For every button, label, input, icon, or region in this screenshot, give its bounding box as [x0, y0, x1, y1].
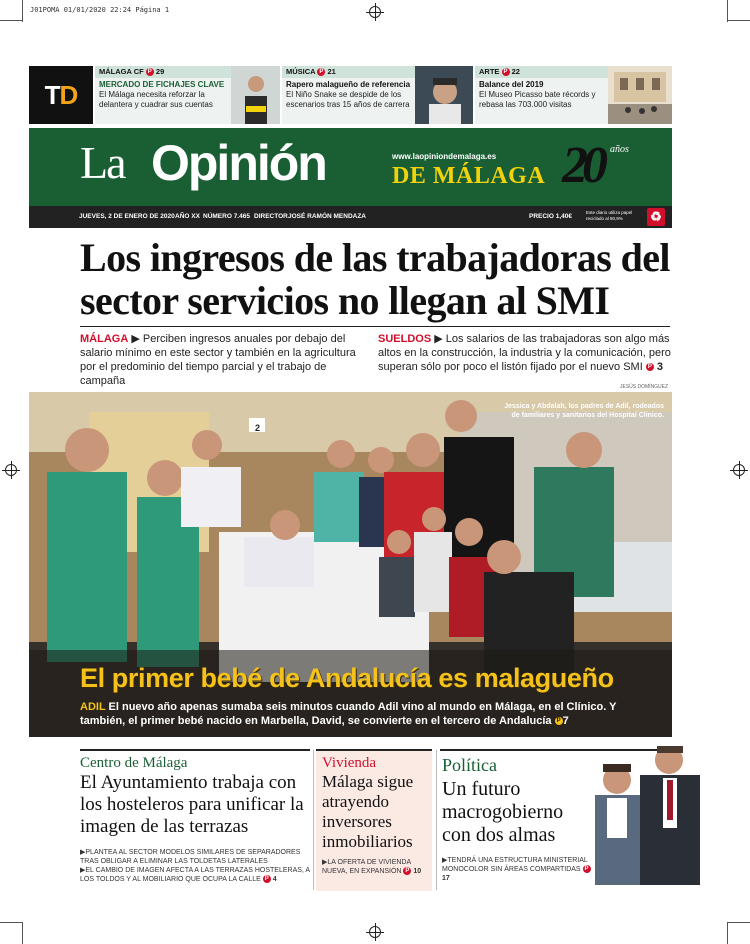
- director-label: DIRECTOR: [254, 213, 288, 220]
- date-bar: [29, 206, 672, 228]
- col1-headline[interactable]: El Ayuntamiento trabaja con los hosteleros para unificar la imagen de las terrazas: [80, 772, 304, 837]
- room-number: 2: [255, 423, 261, 433]
- teaser-title: Balance del 2019: [479, 80, 544, 89]
- issue-date: JUEVES, 2 DE ENERO DE 2020: [79, 213, 175, 220]
- page-icon: P: [584, 866, 589, 873]
- teaser-body: El Museo Picasso bate récords y rebasa las 703.000 visitas: [479, 90, 596, 109]
- photo-caption: Jessica y Abdalah, los padres de Adil, rodeados de familiares y sanitarios del Hospital Clínico.: [504, 403, 664, 419]
- col3-headline[interactable]: Un futuro macrogobierno con dos almas: [442, 778, 564, 846]
- anniversary-logo: 20 años: [562, 137, 629, 194]
- page-icon: P: [405, 868, 410, 875]
- teaser-body: El Málaga necesita reforzar la delantera y cuadrar sus cuentas: [99, 90, 213, 109]
- registration-mark-left: [5, 464, 17, 476]
- page-icon: P: [503, 69, 508, 76]
- photo-credit: JESÚS DOMÍNGUEZ: [620, 384, 669, 390]
- lead-sub-right: SUELDOS ▶ Los salarios de las trabajadoras son algo más altos en la construcción, la industria y la comunicación, pero superan sólo por poco el listón fijado por el nuevo SMI P 3: [378, 333, 671, 373]
- teaser-category: MÚSICA P 21: [282, 66, 415, 78]
- lead-headline[interactable]: Los ingresos de las trabajadoras del sector servicios no llegan al SMI: [80, 235, 670, 323]
- logo-la: La: [80, 137, 125, 188]
- col1-section: Centro de Málaga: [80, 755, 188, 771]
- photo-text: ADIL El nuevo año apenas sumaba seis minutos cuando Adil vino al mundo en Málaga, en el Clínico. Y también, el primer bebé nacido en Marbella, David, se convierte en el tercero de Andalucía P 7: [80, 701, 617, 727]
- teaser-arte[interactable]: [475, 66, 608, 124]
- website-url[interactable]: www.laopiniondemalaga.es: [392, 152, 497, 161]
- issue-year: AÑO XX: [175, 213, 200, 220]
- col3-section: Política: [442, 755, 497, 775]
- column-rule: [436, 750, 437, 890]
- recycle-icon: ♻: [647, 208, 665, 226]
- photo-headline[interactable]: El primer bebé de Andalucía es malagueño: [80, 663, 614, 693]
- crop-mark: [22, 0, 23, 22]
- recycle-note: Este diario utiliza papel reciclado al 80,9%: [586, 210, 633, 221]
- column-rule: [313, 750, 314, 890]
- teaser-musica[interactable]: [282, 66, 415, 124]
- page-icon: P: [319, 69, 324, 76]
- crop-mark: [728, 20, 750, 21]
- lead-sub-left: MÁLAGA ▶ Perciben ingresos anuales por debajo del salario mínimo en este sector y también en la agricultura por el predominio del tiempo parcial y el trabajo de campaña: [80, 333, 356, 387]
- crop-mark: [727, 922, 728, 944]
- crop-mark: [22, 922, 23, 944]
- teaser-photo-museum: [608, 66, 672, 124]
- col3-bullet: ▶TENDRÁ UNA ESTRUCTURA MINISTERIAL MONOCOLOR SIN ÁREAS COMPARTIDAS P 17: [442, 857, 589, 882]
- teaser-body: El Niño Snake se despide de los escenarios tras 15 años de carrera: [286, 90, 410, 109]
- crop-mark: [728, 922, 750, 923]
- crop-mark: [727, 0, 728, 22]
- teaser-title: MERCADO DE FICHAJES CLAVE: [99, 80, 225, 89]
- col2-bullet: ▶LA OFERTA DE VIVIENDA NUEVA, EN EXPANSIÓN P 10: [322, 859, 422, 875]
- logo-opinion: Opinión: [151, 135, 326, 191]
- divider: [80, 749, 310, 751]
- print-slug: J01POMA 01/01/2020 22:24 Página 1: [30, 6, 170, 14]
- teaser-malaga-cf[interactable]: [95, 66, 231, 124]
- crop-mark: [0, 20, 22, 21]
- registration-mark-top: [369, 6, 381, 18]
- logo-city: DE MÁLAGA: [392, 163, 546, 189]
- page-icon: P: [556, 718, 561, 725]
- registration-mark-bottom: [369, 926, 381, 938]
- divider: [80, 326, 670, 327]
- director-name: JOSÉ RAMÓN MENDAZA: [288, 213, 367, 220]
- page-icon: P: [147, 69, 152, 76]
- teaser-photo-rapper: [415, 66, 473, 124]
- page-icon: P: [647, 364, 652, 371]
- page-icon: P: [264, 876, 269, 883]
- col2-headline[interactable]: Málaga sigue atrayendo inversores inmobiliarios: [322, 772, 414, 851]
- teaser-title: Rapero malagueño de referencia: [286, 80, 411, 89]
- td-logo[interactable]: T D: [29, 66, 93, 124]
- issue-number: NÚMERO 7.465: [203, 213, 250, 220]
- teaser-category: MÁLAGA CF P 29: [95, 66, 231, 78]
- col1-bullets: ▶PLANTEA AL SECTOR MODELOS SIMILARES DE SEPARADORES TRAS OBLIGAR A ELIMINAR LAS TOLDETAS LATERALES ▶EL CAMBIO DE IMAGEN AFECTA A LAS TERRAZAS HOSTELERAS, A LOS TOLDOS Y AL MOBILIARIO QUE OCUPA LA CALLE P 4: [80, 849, 310, 883]
- price: PRECIO 1,40€: [529, 213, 572, 220]
- registration-mark-right: [733, 464, 745, 476]
- col2-section: Vivienda: [322, 755, 377, 771]
- teaser-category: ARTE P 22: [475, 66, 608, 78]
- politicians-photo: [585, 740, 715, 890]
- teaser-photo-coach: [231, 66, 280, 124]
- crop-mark: [0, 922, 22, 923]
